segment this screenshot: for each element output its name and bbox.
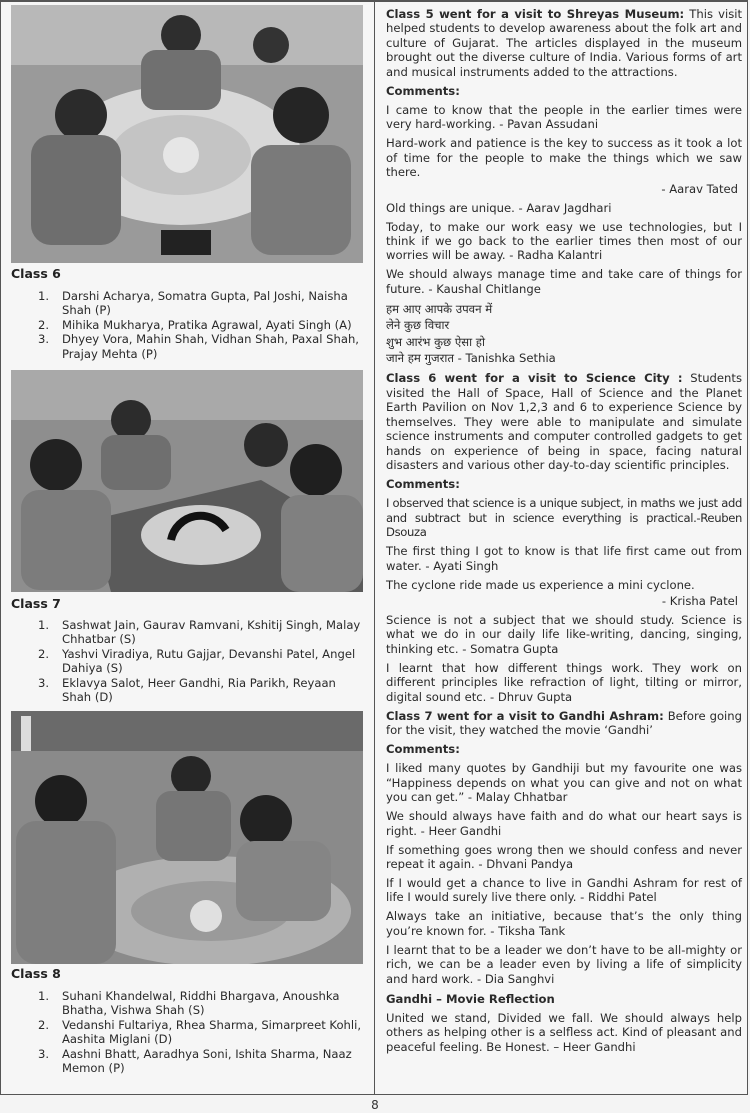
class-8-title: Class 8 bbox=[11, 966, 61, 981]
hindi-poem: हम आए आपके उपवन में लेने कुछ विचार शुभ आरंभ कुछ ऐसा हो जाने हम गुजरात - Tanishka Sethia bbox=[386, 301, 556, 366]
class-7-roster bbox=[38, 618, 364, 704]
comment: The cyclone ride made us experience a mini cyclone. bbox=[386, 577, 695, 592]
comment: We should always manage time and take care of things for future. - Kaushal Chitlange bbox=[386, 267, 742, 296]
comments-heading: Comments: bbox=[386, 476, 460, 491]
comment: I came to know that the people in the earlier times were very hard-working. - Pavan Assudani bbox=[386, 103, 742, 132]
comment: Hard-work and patience is the key to success as it took a lot of time for the people to make the things which we saw there. bbox=[386, 136, 742, 180]
comment: Always take an initiative, because that’s the only thing you’re known for. - Tiksha Tank bbox=[386, 909, 742, 938]
class-7-photo bbox=[11, 370, 363, 592]
column-divider bbox=[374, 0, 375, 1095]
right-column bbox=[376, 0, 748, 1095]
comment-author: - Aarav Tated bbox=[661, 181, 738, 196]
class-8-roster bbox=[38, 989, 364, 1075]
article-body bbox=[386, 7, 742, 1059]
comments-heading: Comments: bbox=[386, 83, 460, 98]
roster-item: 1. Darshi Acharya, Somatra Gupta, Pal Joshi, Naisha Shah (P) bbox=[38, 289, 348, 318]
gandhi-ashram-intro: Class 7 went for a visit to Gandhi Ashram: Before going for the visit, they watched the movie ‘Gandhi’ bbox=[386, 708, 742, 737]
class-6-photo bbox=[11, 5, 363, 263]
comment: I observed that science is a unique subject, in maths we just add and subtract but in science everything is practical.-Reuben Dsouza bbox=[386, 496, 742, 540]
class-8-photo bbox=[11, 711, 363, 964]
comment: The first thing I got to know is that life first came out from water. - Ayati Singh bbox=[386, 544, 742, 573]
roster-item: 1. Sashwat Jain, Gaurav Ramvani, Kshitij Singh, Malay Chhatbar (S) bbox=[38, 618, 361, 647]
comment: Old things are unique. - Aarav Jagdhari bbox=[386, 200, 612, 215]
class-7-title: Class 7 bbox=[11, 596, 61, 611]
roster-item: 3. Eklavya Salot, Heer Gandhi, Ria Parikh, Reyaan Shah (D) bbox=[38, 675, 336, 705]
comment: If I would get a chance to live in Gandhi Ashram for rest of life I would surely live there only. - Riddhi Patel bbox=[386, 876, 742, 905]
shreyas-museum-intro: Class 5 went for a visit to Shreyas Museum: This visit helped students to develop awareness about the folk art and culture of Gujarat. The articles displayed in the museum brought out the diverse culture of India. Various forms of art and musical instruments added to the attractions. bbox=[386, 7, 742, 79]
science-city-intro: Class 6 went for a visit to Science City : Students visited the Hall of Space, Hall of Science and the Planet Earth Pavilion on Nov 1,2,3 and 6 to experience Science by themselves. They were able to manipulate and simulate science instruments and computer controlled gadgets to get hands on experience of being in space, facing natural disasters and various other day-to-day scientific principles. bbox=[386, 371, 742, 472]
roster-item: 3. Dhyey Vora, Mahin Shah, Vidhan Shah, Paxal Shah, Prajay Mehta (P) bbox=[38, 332, 359, 361]
comment: I liked many quotes by Gandhiji but my favourite one was “Happiness depends on what you can give and not on what you can get.” - Malay Chhatbar bbox=[386, 761, 742, 805]
roster-item: 3. Aashni Bhatt, Aaradhya Soni, Ishita Sharma, Naaz Memon (P) bbox=[38, 1046, 352, 1076]
comment: Science is not a subject that we should study. Science is what we do in our daily life like-writing, dancing, singing, thinking etc. - Somatra Gupta bbox=[386, 612, 742, 656]
left-column bbox=[0, 0, 374, 1095]
movie-reflection-body: United we stand, Divided we fall. We should always help others as helping other is a selfless act. Kind of pleasant and peaceful feeling. Be Honest. – Heer Gandhi bbox=[386, 1011, 742, 1054]
roster-item: 1. Suhani Khandelwal, Riddhi Bhargava, Anoushka Bhatha, Vishwa Shah (S) bbox=[38, 989, 340, 1018]
comment: I learnt that how different things work. They work on different principles like refraction of light, tilting or mirror, digital sound etc. - Dhruv Gupta bbox=[386, 660, 742, 704]
comment: We should always have faith and do what our heart says is right. - Heer Gandhi bbox=[386, 809, 742, 838]
comment: I learnt that to be a leader we don’t have to be all-mighty or rich, we can be a leader even by living a life of simplicity and hard work. - Dia Sanghvi bbox=[386, 942, 742, 986]
comments-heading: Comments: bbox=[386, 741, 460, 756]
roster-item: 2. Mihika Mukharya, Pratika Agrawal, Ayati Singh (A) bbox=[38, 317, 352, 332]
roster-item: 2. Yashvi Viradiya, Rutu Gajjar, Devanshi Patel, Angel Dahiya (S) bbox=[38, 646, 356, 676]
comment: Today, to make our work easy we use technologies, but I think if we go back to the earlier times then most of our worries will be away. - Radha Kalantri bbox=[386, 219, 742, 263]
class-6-title: Class 6 bbox=[11, 266, 61, 281]
roster-item: 2. Vedanshi Fultariya, Rhea Sharma, Simarpreet Kohli, Aashita Miglani (D) bbox=[38, 1017, 362, 1047]
comment: If something goes wrong then we should confess and never repeat it again. - Dhvani Pandya bbox=[386, 842, 742, 871]
movie-reflection-heading: Gandhi – Movie Reflection bbox=[386, 992, 555, 1007]
class-6-roster bbox=[38, 289, 364, 361]
comment-author: - Krisha Patel bbox=[661, 593, 738, 608]
page-number: 8 bbox=[371, 1098, 379, 1112]
